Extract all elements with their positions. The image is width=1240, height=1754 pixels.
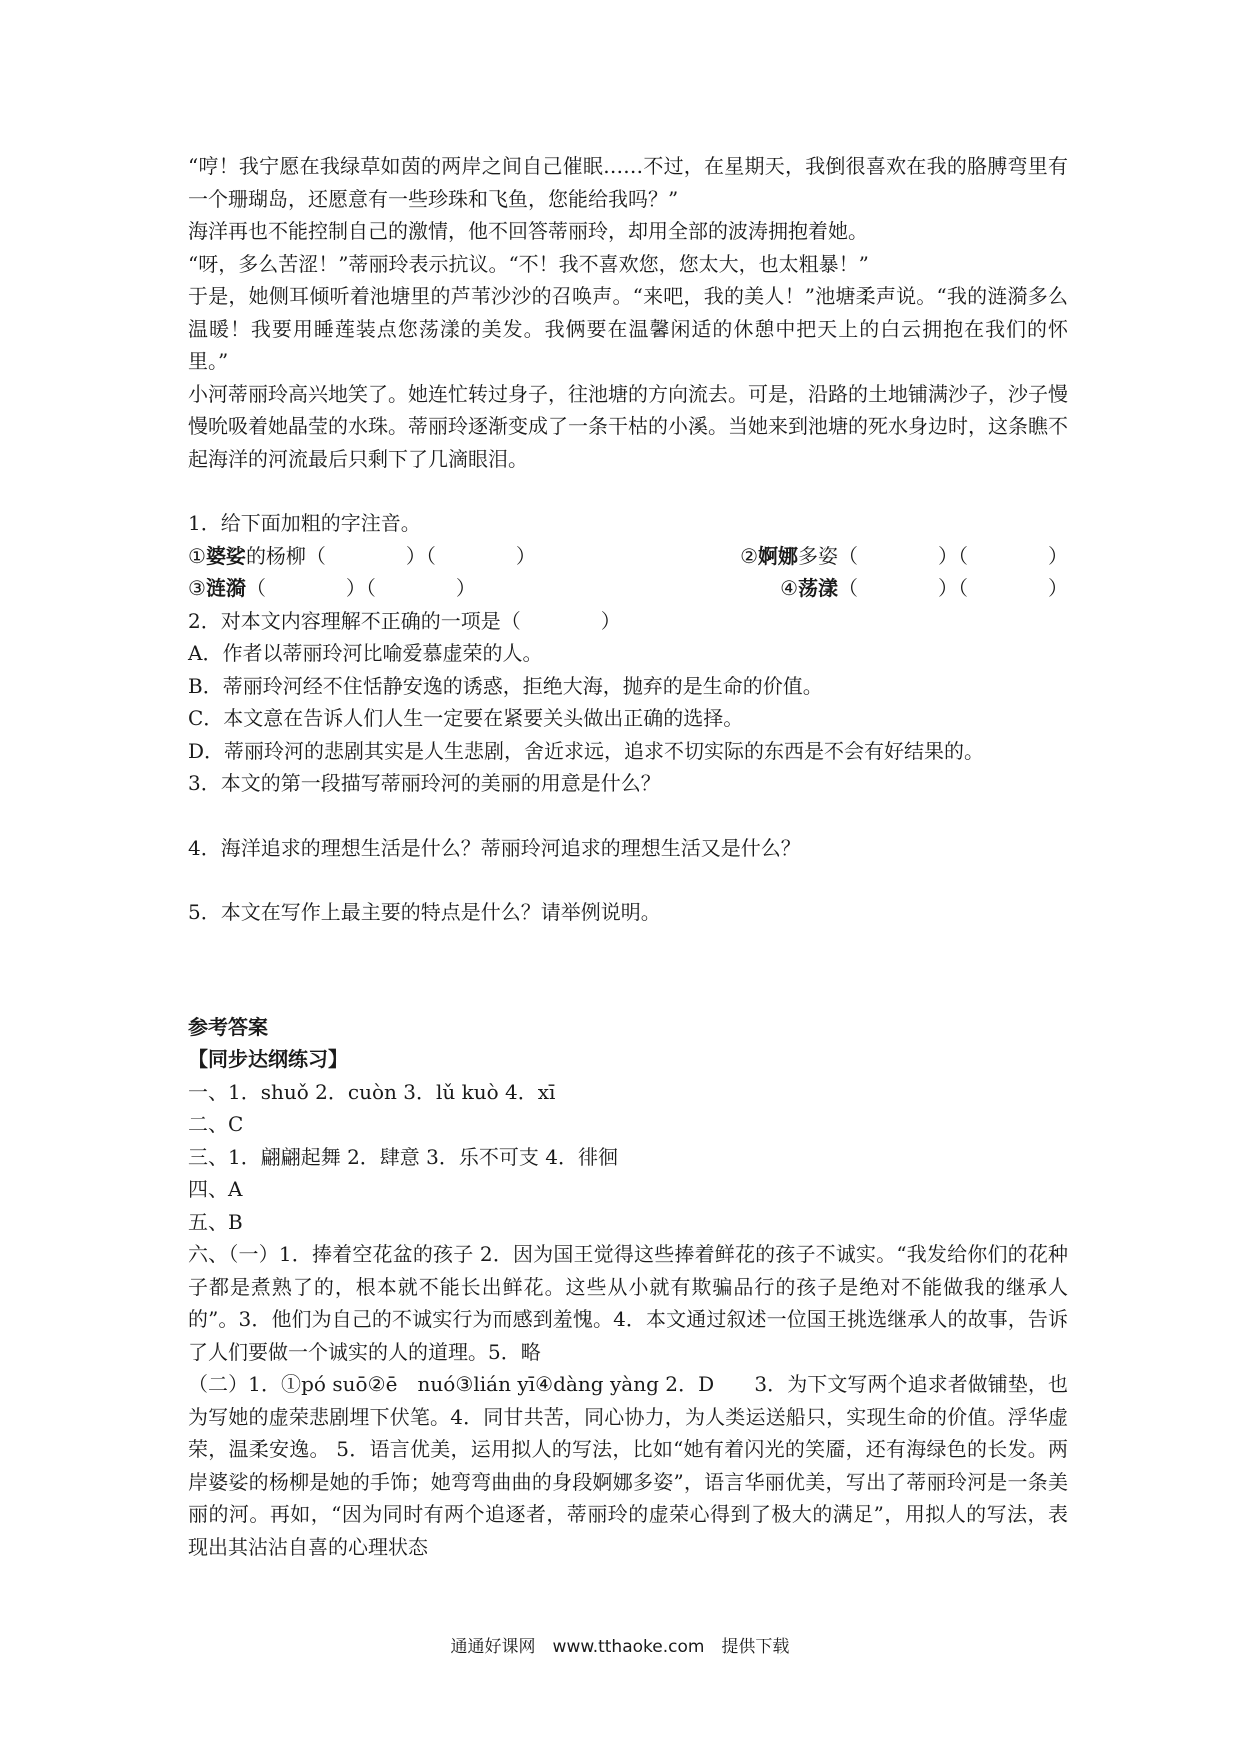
question-4: 4．海洋追求的理想生活是什么？蒂丽玲河追求的理想生活又是什么？ bbox=[188, 835, 801, 860]
q1-item-1: ①婆娑的杨柳（ ）（ ） bbox=[188, 543, 536, 568]
q1-item-3: ③涟漪（ ）（ ） bbox=[188, 576, 476, 600]
spacer bbox=[188, 961, 1068, 993]
question-2-option-b: B．蒂丽玲河经不住恬静安逸的诱惑，拒绝大海，抛弃的是生命的价值。 bbox=[188, 673, 823, 698]
spacer bbox=[188, 929, 1068, 961]
question-2-option-a: A．作者以蒂丽玲河比喻爱慕虚荣的人。 bbox=[188, 641, 543, 665]
passage-paragraph-5: 小河蒂丽玲高兴地笑了。她连忙转过身子，往池塘的方向流去。可是，沿路的土地铺满沙子，沙子慢慢吮吸着她晶莹的水珠。蒂丽玲逐渐变成了一条干枯的小溪。当她来到池塘的死水身边时，这条瞧不起海洋的河流最后只剩下了几滴眼泪。 bbox=[188, 381, 1068, 471]
answer-line-4: 四、A bbox=[188, 1177, 243, 1201]
passage-paragraph-2: 海洋再也不能控制自己的激情，他不回答蒂丽玲，却用全部的波涛拥抱着她。 bbox=[188, 219, 868, 243]
answers-title: 参考答案 bbox=[188, 1014, 268, 1039]
question-1-title: 1．给下面加粗的字注音。 bbox=[188, 511, 421, 535]
question-2-title: 2．对本文内容理解不正确的一项是（ ） bbox=[188, 608, 621, 633]
answer-line-1: 一、1．shuǒ 2．cuòn 3．lǔ kuò 4．xī bbox=[188, 1079, 556, 1104]
document-body bbox=[188, 150, 1068, 1563]
q1-item-2: ②婀娜多姿（ ）（ ） bbox=[740, 543, 1068, 568]
passage-paragraph-4: 于是，她侧耳倾听着池塘里的芦苇沙沙的召唤声。“来吧，我的美人！”池塘柔声说。“我的涟漪多么温暖！我要用睡莲装点您荡漾的美发。我俩要在温馨闲适的休憩中把天上的白云拥抱在我们的怀里。” bbox=[188, 284, 1068, 373]
question-2-option-d: D．蒂丽玲河的悲剧其实是人生悲剧，舍近求远，追求不切实际的东西是不会有好结果的。 bbox=[188, 738, 985, 763]
answer-space bbox=[188, 864, 1068, 896]
q1-item-4: ④荡漾（ ）（ ） bbox=[780, 576, 1068, 600]
answers-section-heading: 【同步达纲练习】 bbox=[188, 1047, 348, 1071]
page-footer: 通通好课网 www.tthaoke.com 提供下载 bbox=[450, 1637, 790, 1657]
passage-paragraph-3: “呀，多么苦涩！”蒂丽玲表示抗议。“不！我不喜欢您，您太大，也太粗暴！” bbox=[188, 251, 869, 276]
question-2-option-c: C．本文意在告诉人们人生一定要在紧要关头做出正确的选择。 bbox=[188, 706, 744, 730]
passage-paragraph-1: “哼！我宁愿在我绿草如茵的两岸之间自己催眠……不过，在星期天，我倒很喜欢在我的胳膊弯里有一个珊瑚岛，还愿意有一些珍珠和飞鱼，您能给我吗？” bbox=[188, 154, 1068, 211]
spacer bbox=[188, 475, 1068, 507]
question-1-row-1 bbox=[188, 540, 1068, 573]
question-3: 3．本文的第一段描写蒂丽玲河的美丽的用意是什么？ bbox=[188, 771, 661, 795]
answer-line-7: （二）1．①pó suō②ē nuó③lián yī④dàng yàng 2．D 3．为下文写两个追求者做铺垫，也为写她的虚荣悲剧埋下伏笔。4．同甘共苦，同心协力，为人类运送船只，实现生命的价值。浮华虚荣，温柔安逸。 5．语言优美，运用拟人的写法，比如“她有着闪光的笑靥，还有海绿色的长发。两岸婆娑的杨柳是她的手饰；她弯弯曲曲的身段婀娜多姿”，语言华丽优美，写出了蒂丽玲河是一条美丽的河。再如，“因为同时有两个追逐者，蒂丽玲的虚荣心得到了极大的满足”，用拟人的写法，表现出其沾沾自喜的心理状态 bbox=[188, 1372, 1068, 1559]
answer-line-3: 三、1．翩翩起舞 2．肆意 3．乐不可支 4．徘徊 bbox=[188, 1144, 618, 1169]
question-5: 5．本文在写作上最主要的特点是什么？请举例说明。 bbox=[188, 900, 661, 924]
answer-line-5: 五、B bbox=[188, 1209, 243, 1234]
answer-line-6: 六、（一）1．捧着空花盆的孩子 2．因为国王觉得这些捧着鲜花的孩子不诚实。“我发给你们的花种子都是煮熟了的，根本就不能长出鲜花。这些从小就有欺骗品行的孩子是绝对不能做我的继承人的”。3．他们为自己的不诚实行为而感到羞愧。4．本文通过叙述一位国王挑选继承人的故事，告诉了人们要做一个诚实的人的道理。5．略 bbox=[188, 1242, 1068, 1364]
question-1-row-2 bbox=[188, 572, 1068, 605]
answer-line-2: 二、C bbox=[188, 1112, 244, 1136]
answer-space bbox=[188, 800, 1068, 832]
